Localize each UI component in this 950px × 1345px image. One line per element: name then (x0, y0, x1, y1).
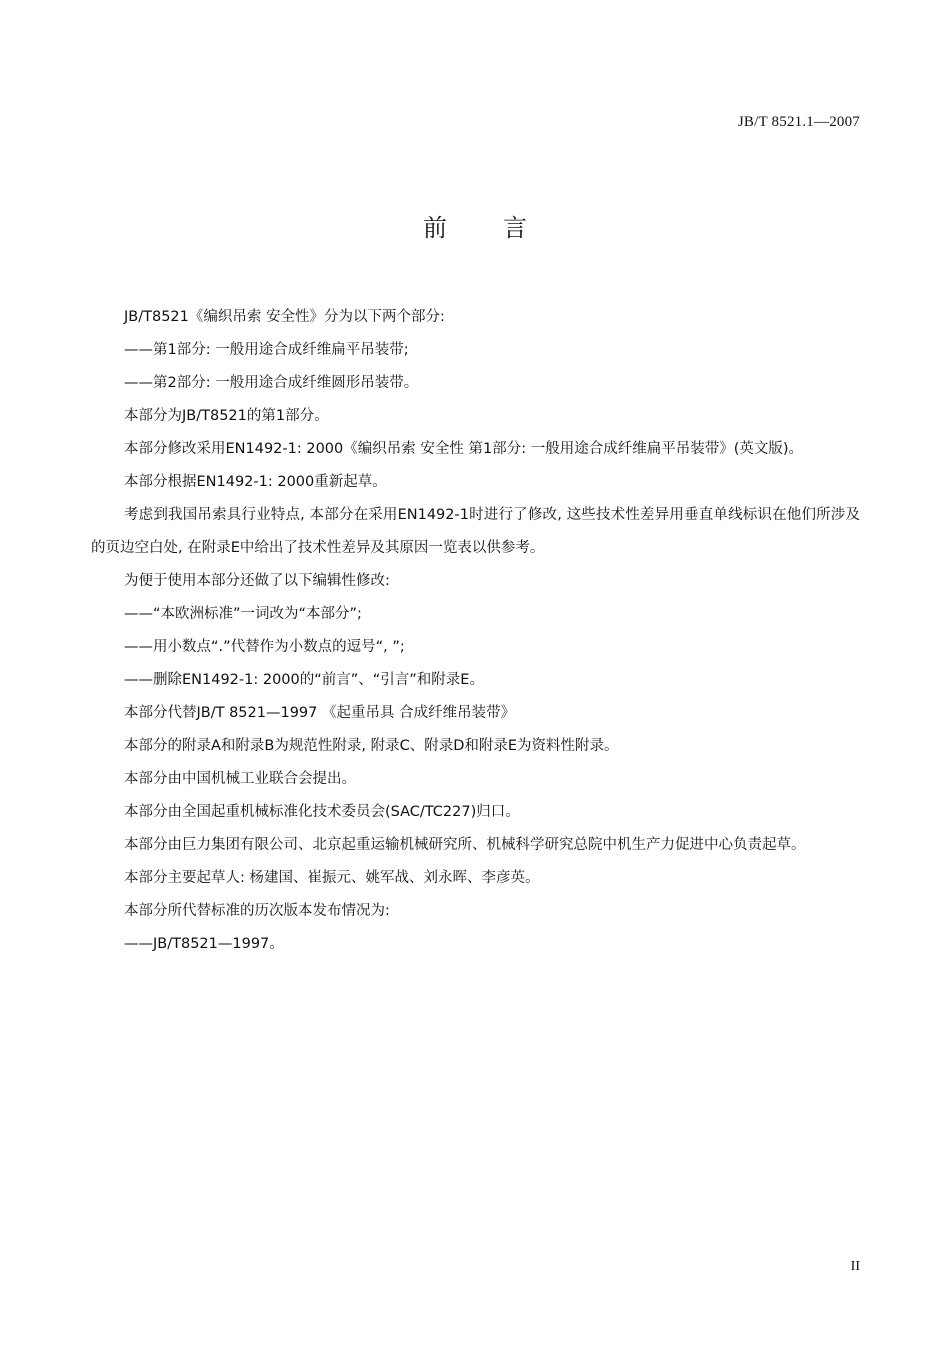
paragraph: 考虑到我国吊索具行业特点, 本部分在采用EN1492-1时进行了修改, 这些技术性差异用垂直单线标识在他们所涉及的页边空白处, 在附录E中给出了技术性差异及其原因一览表以供参考。 (91, 507, 860, 556)
paragraph: 本部分根据EN1492-1: 2000重新起草。 (124, 474, 387, 490)
paragraph: ——第1部分: 一般用途合成纤维扁平吊装带; (124, 342, 409, 358)
standard-code: JB/T 8521.1—2007 (737, 114, 860, 130)
paragraph: 为便于使用本部分还做了以下编辑性修改: (124, 573, 390, 589)
paragraph: 本部分为JB/T8521的第1部分。 (124, 408, 329, 424)
paragraph: ——用小数点“.”代替作为小数点的逗号“, ”; (124, 639, 405, 655)
paragraph: 本部分由全国起重机械标准化技术委员会(SAC/TC227)归口。 (124, 804, 520, 820)
page-title: 前言 (423, 214, 583, 242)
paragraph: ——“本欧洲标准”一词改为“本部分”; (124, 606, 362, 622)
paragraph: 本部分主要起草人: 杨建国、崔振元、姚军战、刘永晖、李彦英。 (124, 870, 540, 886)
paragraph: ——第2部分: 一般用途合成纤维圆形吊装带。 (124, 375, 419, 391)
paragraph: 本部分由中国机械工业联合会提出。 (124, 771, 356, 787)
paragraph: JB/T8521《编织吊索 安全性》分为以下两个部分: (124, 309, 445, 325)
paragraph: 本部分由巨力集团有限公司、北京起重运输机械研究所、机械科学研究总院中机生产力促进中心负责起草。 (124, 837, 806, 853)
paragraph: ——JB/T8521—1997。 (124, 936, 284, 952)
page-number: II (850, 1259, 860, 1274)
paragraph: ——删除EN1492-1: 2000的“前言”、“引言”和附录E。 (124, 672, 484, 688)
paragraph: 本部分所代替标准的历次版本发布情况为: (124, 903, 390, 919)
paragraph: 本部分修改采用EN1492-1: 2000《编织吊索 安全性 第1部分: 一般用途合成纤维扁平吊装带》(英文版)。 (124, 441, 804, 457)
foreword-body (91, 301, 860, 961)
paragraph: 本部分代替JB/T 8521—1997 《起重吊具 合成纤维吊装带》 (124, 705, 516, 721)
paragraph: 本部分的附录A和附录B为规范性附录, 附录C、附录D和附录E为资料性附录。 (124, 738, 619, 754)
